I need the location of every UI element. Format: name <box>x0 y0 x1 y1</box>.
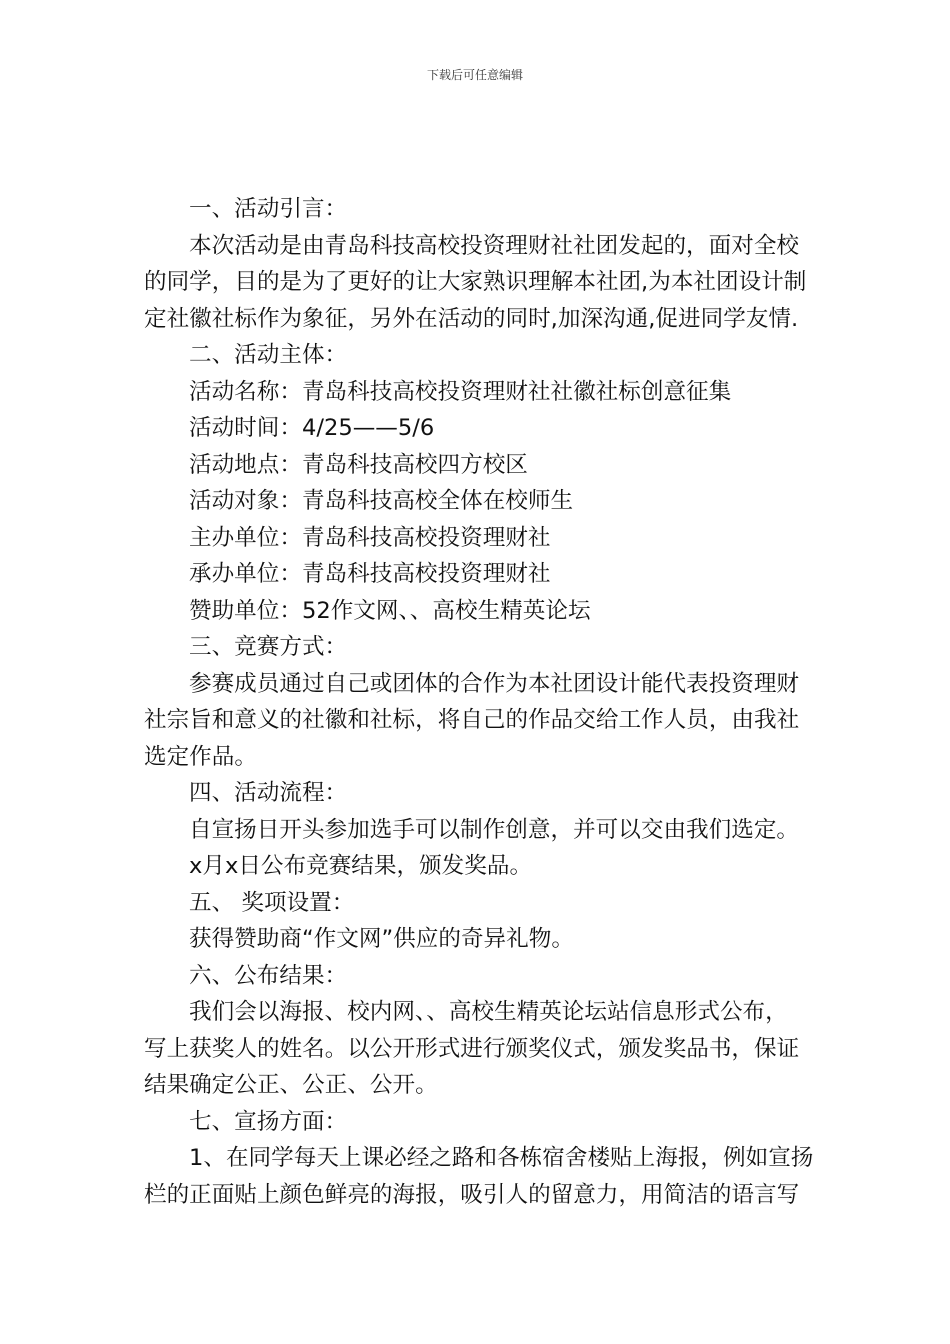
text-line: 自宣扬日开头参加选手可以制作创意，并可以交由我们选定。 <box>189 816 800 843</box>
text-line: 选定作品。 <box>144 743 257 770</box>
text-line: 参赛成员通过自己或团体的合作为本社团设计能代表投资理财 <box>189 670 800 697</box>
text-line: 五、 奖项设置： <box>189 889 355 916</box>
text-line: 主办单位：青岛科技高校投资理财社 <box>189 524 551 551</box>
text-line: 写上获奖人的姓名。以公开形式进行颁奖仪式，颁发奖品书，保证 <box>144 1035 800 1062</box>
text-line: 三、竞赛方式： <box>189 634 348 660</box>
text-line: 活动对象：青岛科技高校全体在校师生 <box>189 488 574 514</box>
text-line: 本次活动是由青岛科技高校投资理财社社团发起的，面对全校 <box>189 232 800 259</box>
text-line: 六、公布结果： <box>189 962 348 989</box>
text-line: 二、活动主体： <box>189 342 348 368</box>
text-line: 社宗旨和意义的社徽和社标，将自己的作品交给工作人员，由我社 <box>144 707 800 733</box>
text-line: x月x日公布竞赛结果，颁发奖品。 <box>189 853 533 879</box>
text-line: 四、活动流程： <box>189 780 348 806</box>
page-header: 下载后可任意编辑 <box>426 68 523 82</box>
text-line: 一、活动引言： <box>189 196 348 222</box>
text-line: 七、宣扬方面： <box>189 1108 348 1135</box>
text-line: 的同学，目的是为了更好的让大家熟识理解本社团,为本社团设计制 <box>144 269 807 295</box>
text-line: 承办单位：青岛科技高校投资理财社 <box>189 561 551 587</box>
text-line: 1、在同学每天上课必经之路和各栋宿舍楼贴上海报，例如宣扬 <box>189 1145 814 1171</box>
text-line: 定社徽社标作为象征，另外在活动的同时,加深沟通,促进同学友情. <box>144 305 799 332</box>
text-line: 结果确定公正、公正、公开。 <box>144 1072 438 1098</box>
text-line: 活动时间：4/25——5/6 <box>189 415 435 441</box>
document-body <box>144 191 814 1213</box>
text-line: 活动地点：青岛科技高校四方校区 <box>189 451 528 478</box>
text-line: 赞助单位：52作文网、、高校生精英论坛 <box>189 597 591 624</box>
text-line: 我们会以海报、校内网、、高校生精英论坛站信息形式公布， <box>189 999 788 1025</box>
text-line: 栏的正面贴上颜色鲜亮的海报，吸引人的留意力，用简洁的语言写 <box>144 1181 800 1208</box>
text-line: 活动名称：青岛科技高校投资理财社社徽社标创意征集 <box>189 378 732 405</box>
text-line: 获得赞助商“作文网”供应的奇异礼物。 <box>189 926 574 952</box>
